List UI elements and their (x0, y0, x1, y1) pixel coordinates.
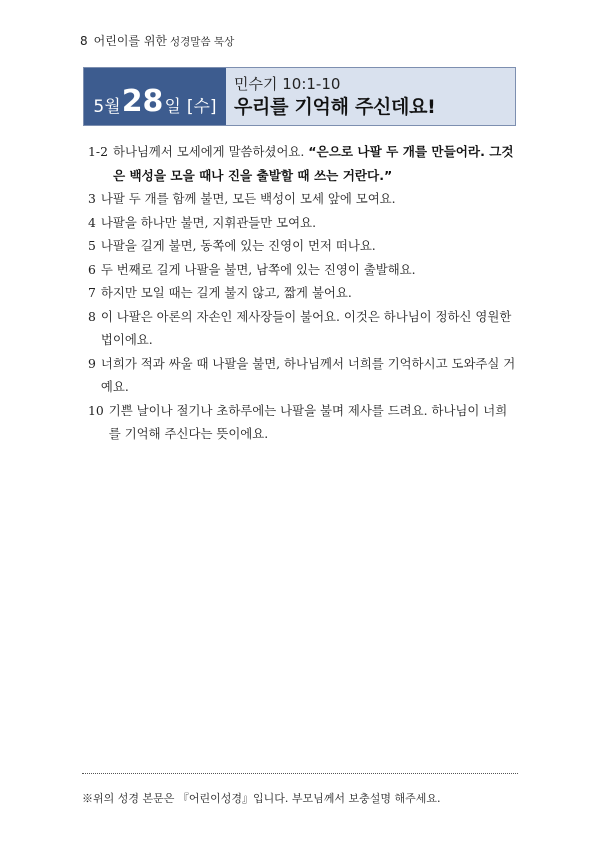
month: 5 (93, 97, 105, 117)
verse-number: 6 (88, 261, 96, 277)
verse-number: 5 (88, 238, 96, 253)
verse-quote: “은으로 나팔 두 개를 만들어라. 그것은 백성을 모을 때나 진을 출발할 때 쓰는 거란다.” (112, 144, 514, 183)
verse-item (88, 234, 518, 258)
day: 28 (121, 84, 164, 119)
verse-text: 나팔 두 개를 함께 불면, 모든 백성이 모세 앞에 모여요. (100, 191, 396, 206)
verse-text: 하지만 모일 때는 길게 불지 않고, 짧게 불어요. (100, 285, 352, 300)
day-unit: 일 (164, 97, 181, 117)
verse-number: 3 (88, 191, 96, 206)
verse-item (88, 305, 518, 352)
running-header (80, 32, 234, 49)
footnote-divider (82, 773, 518, 774)
verse-number: 4 (88, 214, 96, 230)
verse-number: 9 (88, 355, 96, 371)
verse-text: 너희가 적과 싸울 때 나팔을 불면, 하나님께서 너희를 기억하시고 도와주실 거예요. (100, 355, 516, 394)
verse-text: 이 나팔은 아론의 자손인 제사장들이 불어요. 이것은 하나님이 정하신 영원한 법이에요. (100, 308, 512, 347)
page-number: 8 (80, 34, 88, 48)
month-unit: 월 (104, 97, 121, 117)
title-box (226, 68, 515, 125)
verse-item (88, 258, 518, 282)
verse-text: 나팔을 하나만 불면, 지휘관들만 모여요. (100, 214, 317, 230)
verse-item (88, 211, 518, 235)
date-box (84, 68, 226, 125)
verse-text (113, 140, 518, 187)
verse-number: 1-2 (88, 144, 108, 159)
scripture-reference: 민수기 10:1-10 (234, 75, 341, 93)
verse-item (88, 352, 518, 399)
footnote: ※위의 성경 본문은 『어린이성경』입니다. 부모님께서 보충설명 해주세요. (82, 792, 441, 805)
book-title: 어린이를 위한 (93, 34, 168, 48)
verse-item (88, 140, 518, 187)
devotion-title: 우리를 기억해 주신데요! (234, 96, 436, 118)
verse-text: 두 번째로 길게 나팔을 불면, 남쪽에 있는 진영이 출발해요. (100, 261, 416, 277)
verse-text-plain: 하나님께서 모세에게 말씀하셨어요. (112, 144, 309, 159)
verse-item (88, 281, 518, 305)
verse-text: 나팔을 길게 불면, 동쪽에 있는 진영이 먼저 떠나요. (100, 238, 376, 253)
verse-item (88, 399, 518, 446)
book-subtitle: 성경말씀 묵상 (170, 36, 235, 48)
verse-list (88, 140, 518, 446)
verse-number: 8 (88, 308, 96, 324)
devotion-banner (83, 67, 516, 126)
verse-number: 7 (88, 285, 96, 300)
verse-number: 10 (88, 402, 104, 418)
verse-text: 기쁜 날이나 절기나 초하루에는 나팔을 불며 제사를 드려요. 하나님이 너희를 기억해 주신다는 뜻이에요. (108, 402, 508, 441)
verse-item (88, 187, 518, 211)
weekday: [수] (186, 97, 217, 117)
